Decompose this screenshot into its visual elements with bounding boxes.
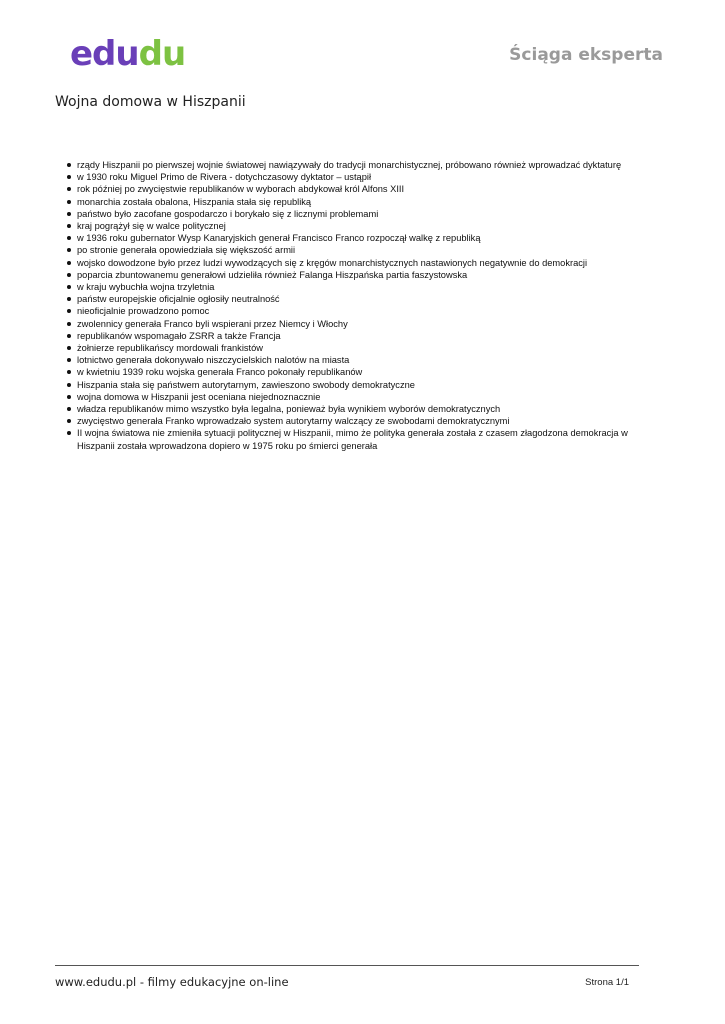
header-tagline: Ściąga eksperta bbox=[509, 45, 663, 65]
list-item: republikanów wspomagało ZSRR a także Francja bbox=[67, 330, 667, 342]
list-item: rok później po zwycięstwie republikanów w wyborach abdykował król Alfons XIII bbox=[67, 183, 667, 195]
list-item: wojsko dowodzone było przez ludzi wywodzących się z kręgów monarchistycznych nastawionych negatywnie do demokracji bbox=[67, 257, 667, 269]
list-item: państwo było zacofane gospodarczo i borykało się z licznymi problemami bbox=[67, 208, 667, 220]
list-item: żołnierze republikańscy mordowali frankistów bbox=[67, 342, 667, 354]
page-title: Wojna domowa w Hiszpanii bbox=[55, 94, 246, 110]
bullet-list bbox=[67, 159, 667, 452]
edudu-logo[interactable] bbox=[70, 34, 185, 74]
footer-divider bbox=[55, 965, 639, 966]
list-item: kraj pogrążył się w walce politycznej bbox=[67, 220, 667, 232]
list-item: po stronie generała opowiedziała się większość armii bbox=[67, 244, 667, 256]
page-header bbox=[0, 0, 725, 90]
list-item: w kraju wybuchła wojna trzyletnia bbox=[67, 281, 667, 293]
page-number: Strona 1/1 bbox=[585, 977, 629, 988]
list-item: nieoficjalnie prowadzono pomoc bbox=[67, 305, 667, 317]
list-item: Hiszpania stała się państwem autorytarnym, zawieszono swobody demokratyczne bbox=[67, 379, 667, 391]
list-item: poparcia zbuntowanemu generałowi udzieliła również Falanga Hiszpańska partia faszystowska bbox=[67, 269, 667, 281]
list-item: II wojna światowa nie zmieniła sytuacji politycznej w Hiszpanii, mimo że polityka generała została z czasem złagodzona demokracja w Hiszpanii została wprowadzona dopiero w 1975 roku po śmierci generała bbox=[67, 427, 667, 451]
logo-part-du: du bbox=[138, 34, 186, 74]
logo-part-edu: edu bbox=[70, 34, 139, 74]
list-item: państw europejskie oficjalnie ogłosiły neutralność bbox=[67, 293, 667, 305]
footer-url[interactable]: www.edudu.pl - filmy edukacyjne on-line bbox=[55, 975, 289, 989]
list-item: władza republikanów mimo wszystko była legalna, ponieważ była wynikiem wyborów demokratycznych bbox=[67, 403, 667, 415]
list-item: w 1930 roku Miguel Primo de Rivera - dotychczasowy dyktator – ustąpił bbox=[67, 171, 667, 183]
list-item: zwolennicy generała Franco byli wspierani przez Niemcy i Włochy bbox=[67, 318, 667, 330]
list-item: lotnictwo generała dokonywało niszczycielskich nalotów na miasta bbox=[67, 354, 667, 366]
list-item: wojna domowa w Hiszpanii jest oceniana niejednoznacznie bbox=[67, 391, 667, 403]
list-item: w kwietniu 1939 roku wojska generała Franco pokonały republikanów bbox=[67, 366, 667, 378]
list-item: monarchia została obalona, Hiszpania stała się republiką bbox=[67, 196, 667, 208]
list-item: zwycięstwo generała Franko wprowadzało system autorytarny walczący ze swobodami demokratycznymi bbox=[67, 415, 667, 427]
list-item: w 1936 roku gubernator Wysp Kanaryjskich generał Francisco Franco rozpoczął walkę z republiką bbox=[67, 232, 667, 244]
list-item: rządy Hiszpanii po pierwszej wojnie światowej nawiązywały do tradycji monarchistycznej, próbowano również wprowadzać dyktaturę bbox=[67, 159, 667, 171]
